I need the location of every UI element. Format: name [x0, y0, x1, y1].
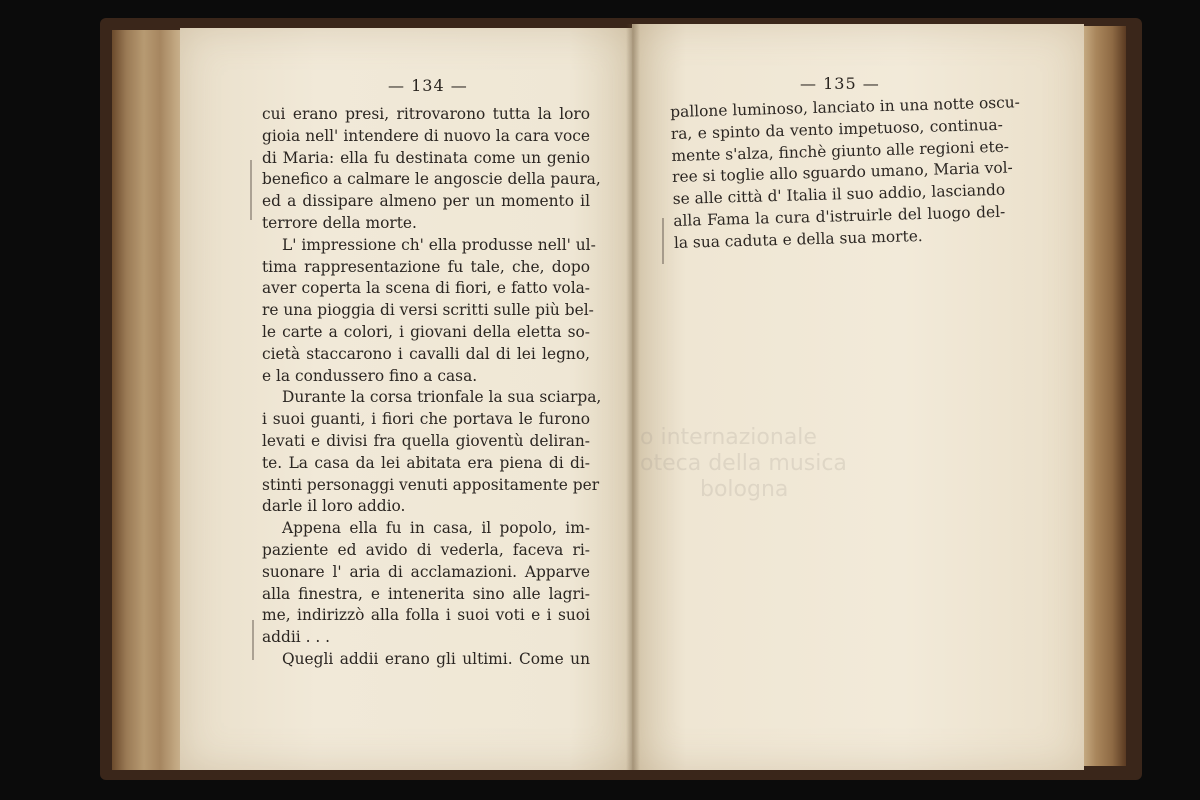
text-line: ed a dissipare almeno per un momento il [262, 192, 590, 211]
library-watermark [640, 425, 900, 503]
text-line: alla finestra, e intenerita sino alle lagri- [262, 584, 590, 603]
right-page-number: — 135 — [800, 74, 880, 93]
text-line: Quegli addii erano gli ultimi. Come un [282, 649, 590, 668]
text-line: benefico a calmare le angoscie della paura, [262, 170, 601, 189]
text-line: ra, e spinto da vento impetuoso, continua- [670, 115, 1004, 143]
text-line: ree si toglie allo sguardo umano, Maria vol- [671, 158, 1013, 187]
text-line: suonare l' aria di acclamazioni. Apparve [262, 562, 590, 581]
text-line: e la condussero fino a casa. [262, 366, 478, 385]
text-line: Appena ella fu in casa, il popolo, im- [282, 519, 590, 538]
right-page-text [670, 93, 1021, 255]
text-line: pallone luminoso, lanciato in una notte oscu- [670, 93, 1021, 121]
text-line: mente s'alza, finchè giunto alle regioni ete- [671, 137, 1010, 165]
text-line: cietà staccarono i cavalli dal di lei legno, [262, 344, 590, 363]
left-page-text [262, 104, 602, 671]
text-line: terrore della morte. [262, 213, 417, 232]
text-line: Durante la corsa trionfale la sua sciarpa, [282, 388, 602, 407]
pencil-mark [662, 218, 664, 264]
left-page-number: — 134 — [388, 76, 468, 95]
text-line: te. La casa da lei abitata era piena di di- [262, 453, 590, 472]
watermark-line: oteca della musica [640, 451, 847, 476]
text-line: re una pioggia di versi scritti sulle più bel- [262, 301, 594, 320]
text-line: stinti personaggi venuti appositamente per [262, 475, 600, 494]
pencil-mark [252, 620, 254, 660]
text-line: alla Fama la cura d'istruirle del luogo del- [673, 202, 1006, 230]
text-line: L' impressione ch' ella produsse nell' ul- [282, 235, 596, 254]
page-edges-right [1080, 26, 1126, 766]
watermark-line: o internazionale [640, 425, 817, 450]
pencil-mark [250, 160, 252, 220]
text-line: addii . . . [262, 628, 331, 647]
watermark-line: bologna [700, 477, 789, 502]
book-gutter [626, 24, 640, 770]
text-line: la sua caduta e della sua morte. [673, 226, 923, 252]
text-line: gioia nell' intendere di nuovo la cara voce [262, 126, 590, 145]
text-line: le carte a colori, i giovani della eletta so- [262, 322, 590, 341]
text-line: aver coperta la scena di fiori, e fatto vola- [262, 279, 590, 298]
text-line: levati e divisi fra quella gioventù deliran- [262, 431, 590, 450]
text-line: me, indirizzò alla folla i suoi voti e i suoi [262, 606, 590, 625]
text-line: cui erano presi, ritrovarono tutta la loro [262, 105, 590, 123]
text-line: di Maria: ella fu destinata come un genio [262, 148, 590, 167]
text-line: paziente ed avido di vederla, faceva ri- [262, 540, 590, 559]
text-line: se alle città d' Italia il suo addio, lasciando [672, 180, 1006, 209]
text-line: i suoi guanti, i fiori che portava le furono [262, 410, 590, 429]
text-line: tima rappresentazione fu tale, che, dopo [262, 257, 590, 276]
text-line: darle il loro addio. [262, 497, 406, 516]
